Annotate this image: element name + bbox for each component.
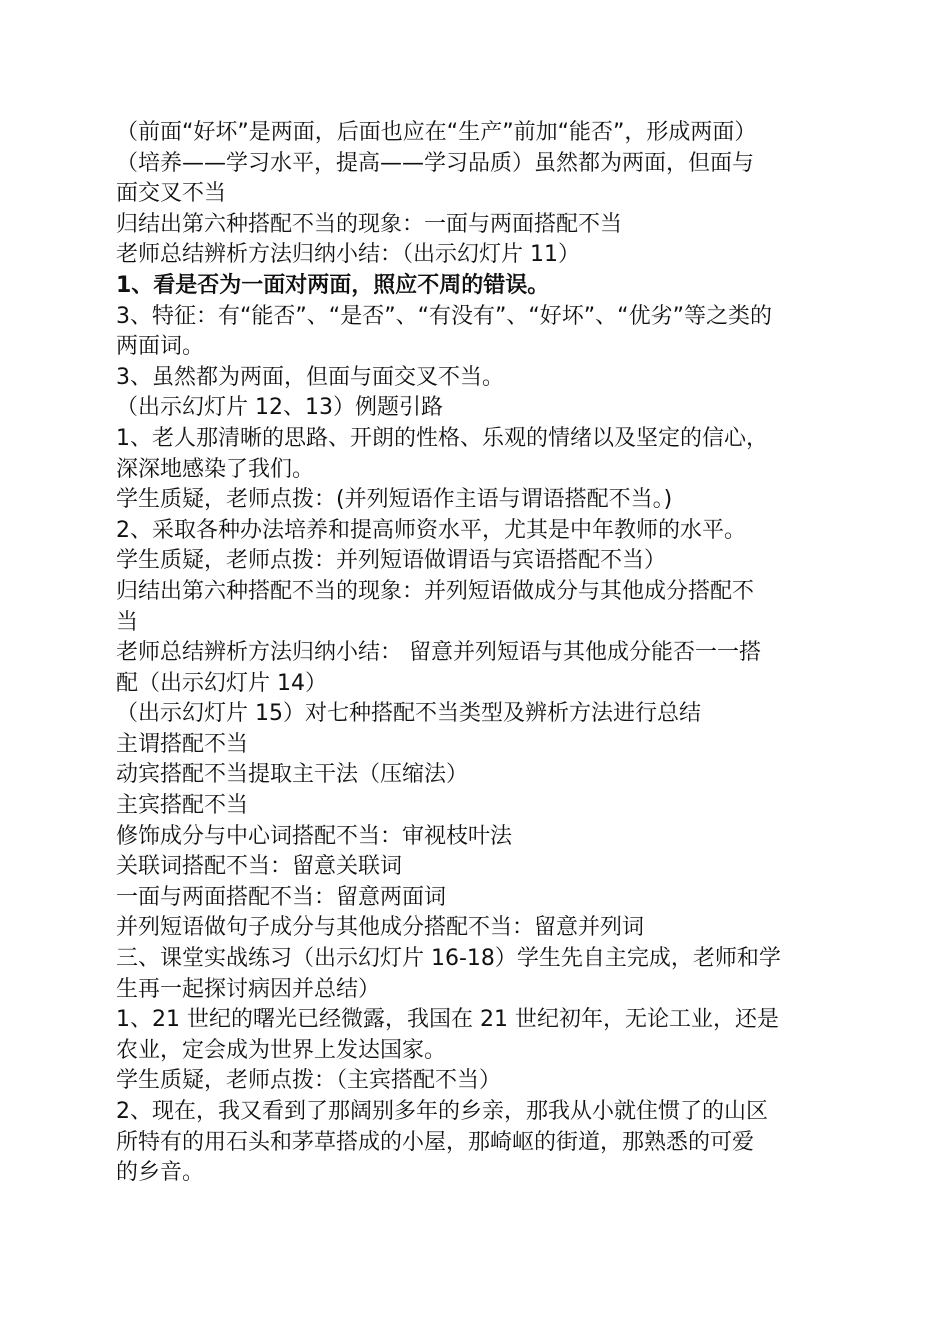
text-line: 深深地感染了我们。 — [116, 456, 315, 482]
text-line: 一面与两面搭配不当：留意两面词 — [116, 884, 447, 910]
text-line: 修饰成分与中心词搭配不当：审视枝叶法 — [116, 823, 513, 849]
text-line: 关联词搭配不当：留意关联词 — [116, 854, 403, 880]
text-line: 主谓搭配不当 — [116, 731, 249, 757]
text-line: 并列短语做句子成分与其他成分搭配不当：留意并列词 — [116, 915, 645, 941]
text-line: 1、21 世纪的曙光已经微露，我国在 21 世纪初年，无论工业，还是 — [116, 1007, 779, 1033]
text-line: 归结出第六种搭配不当的现象：一面与两面搭配不当 — [116, 211, 623, 237]
text-line: 3、特征：有“能否”、“是否”、“有没有”、“好坏”、“优劣”等之类的 — [116, 303, 772, 329]
text-line: 2、现在，我又看到了那阔别多年的乡亲，那我从小就住惯了的山区 — [116, 1099, 768, 1124]
text-line: 老师总结辨析方法归纳小结： 留意并列短语与其他成分能否一一搭 — [116, 640, 761, 666]
text-line: 配（出示幻灯片 14） — [116, 670, 327, 696]
text-line: 归结出第六种搭配不当的现象：并列短语做成分与其他成分搭配不 — [116, 578, 755, 604]
text-line: （培养——学习水平，提高——学习品质）虽然都为两面，但面与 — [116, 150, 755, 176]
text-line: 1、看是否为一面对两面，照应不周的错误。 — [116, 272, 550, 298]
text-line: 老师总结辨析方法归纳小结：（出示幻灯片 11） — [116, 242, 580, 268]
text-line: （出示幻灯片 15）对七种搭配不当类型及辨析方法进行总结 — [116, 701, 701, 727]
text-line: 农业，定会成为世界上发达国家。 — [116, 1037, 447, 1063]
text-line: （出示幻灯片 12、13）例题引路 — [116, 395, 443, 421]
text-line: 生再一起探讨病因并总结） — [116, 976, 381, 1002]
text-line: 2、采取各种办法培养和提高师资水平，尤其是中年教师的水平。 — [116, 517, 746, 543]
text-line: 主宾搭配不当 — [116, 793, 249, 819]
text-line: 所特有的用石头和茅草搭成的小屋，那崎岖的街道，那熟悉的可爱 — [116, 1129, 755, 1155]
text-line: 学生质疑，老师点拨：并列短语做谓语与宾语搭配不当） — [116, 548, 667, 574]
text-line: 动宾搭配不当提取主干法（压缩法） — [116, 762, 469, 788]
text-line: 3、虽然都为两面，但面与面交叉不当。 — [116, 364, 504, 390]
text-line: 的乡音。 — [116, 1160, 205, 1186]
text-line: 面交叉不当 — [116, 181, 227, 207]
text-line: （前面“好坏”是两面，后面也应在“生产”前加“能否”，形成两面） — [116, 120, 757, 145]
text-line: 三、课堂实战练习（出示幻灯片 16-18）学生先自主完成，老师和学 — [116, 946, 781, 972]
text-line: 两面词。 — [116, 334, 205, 360]
text-line: 学生质疑，老师点拨：(并列短语作主语与谓语搭配不当。) — [116, 487, 673, 513]
text-line: 学生质疑，老师点拨：（主宾搭配不当） — [116, 1068, 502, 1094]
text-line: 1、老人那清晰的思路、开朗的性格、乐观的情绪以及坚定的信心， — [116, 425, 768, 451]
document-body — [116, 118, 836, 1189]
text-line: 当 — [116, 609, 139, 635]
